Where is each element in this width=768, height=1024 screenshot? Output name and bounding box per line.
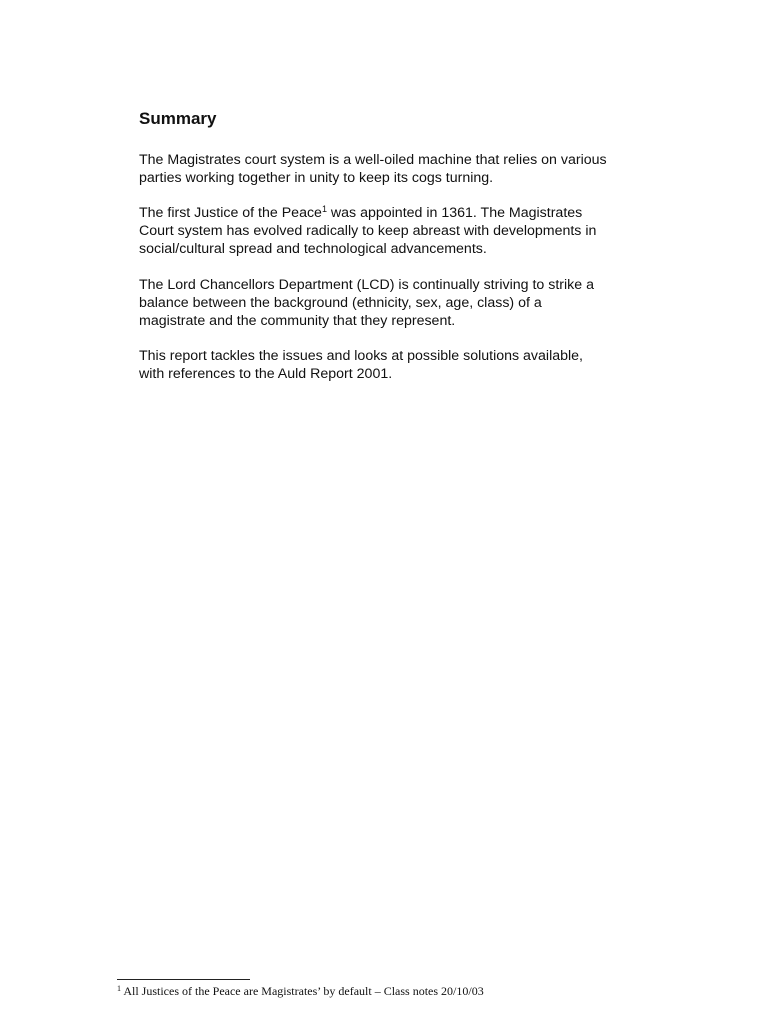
paragraph-1: The Magistrates court system is a well-oiled machine that relies on various parties working together in unity to keep its cogs turning. [139, 152, 607, 186]
paragraph-4: This report tackles the issues and looks at possible solutions available, with references to the Auld Report 2001. [139, 348, 583, 382]
paragraph-2 [139, 204, 669, 258]
summary-heading: Summary [139, 109, 217, 128]
footnote [117, 984, 484, 998]
footnote-separator [117, 979, 250, 980]
paragraph-2-lead: The first Justice of the Peace [139, 205, 322, 221]
paragraph-3: The Lord Chancellors Department (LCD) is continually striving to strike a balance between the background (ethnicity, sex, age, class) of a magistrate and the community that they represent. [139, 277, 594, 329]
footnote-text: All Justices of the Peace are Magistrates’ by default – Class notes 20/10/03 [121, 984, 484, 998]
paragraph-2-rest: was appointed in 1361. The Magistrates Court system has evolved radically to keep abreast with developments in social/cultural spread and technological advancements. [139, 205, 597, 257]
footnote-reference[interactable]: 1 [321, 204, 327, 214]
footnote-marker: 1 [117, 984, 121, 993]
